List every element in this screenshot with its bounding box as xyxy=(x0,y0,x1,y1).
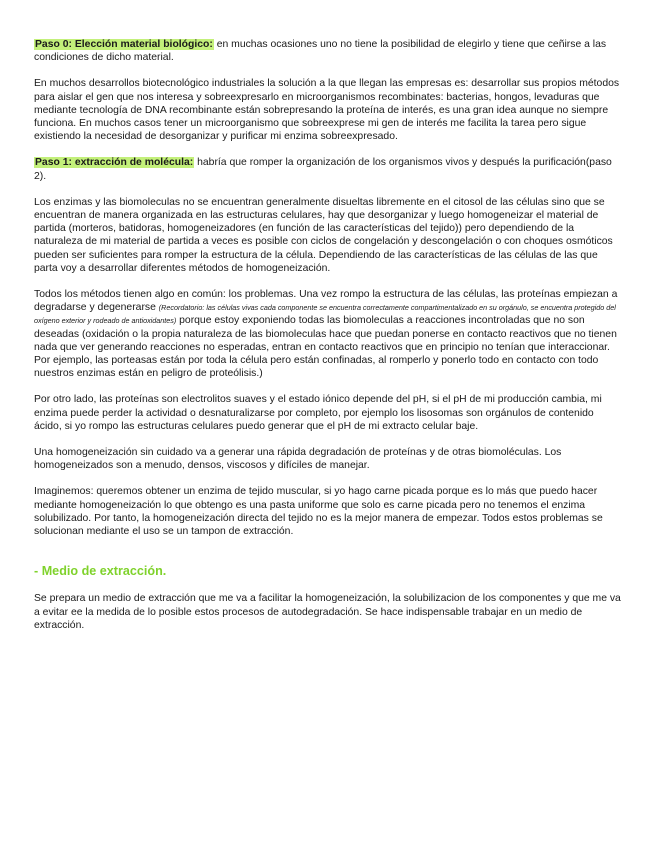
recordatorio-note: (Recordatorio: las células vivas cada componente se encuentra correctamente compartimentalizado en su orgánulo, se encuentra protegido del oxígeno exterior y rodeado de antioxidantes) xyxy=(34,303,616,326)
paragraph-todos-los-metodos xyxy=(34,288,622,380)
paragraph-paso-1 xyxy=(34,156,622,182)
paso-1-heading: Paso 1: extracción de molécula: xyxy=(35,157,194,169)
paragraph-otro-lado: Por otro lado, las proteínas son electrolitos suaves y el estado iónico depende del pH, si el pH de mi producción cambia, mi enzima puede perder la actividad o desnaturalizarse por completo, por ejemplo los lisosomas son orgánulos de contenido ácido, si yo rompo las estructuras celulares puedo generar que el pH de mi extracto celular baje. xyxy=(34,394,602,432)
paragraph-imaginemos: Imaginemos: queremos obtener un enzima de tejido muscular, si yo hago carne picada porque es lo más que puedo hacer mediante homogeneización lo que obtengo es una pasta uniforme que solo es carne picada pero no tenemos el enzima solubilizado. Por tanto, la homogeneización directa del tejido no es la mejor manera de empezar. Todos estos problemas se solucionan mediante el uso se un tampon de extracción. xyxy=(34,486,603,538)
paso-0-text: en muchas ocasiones uno no tiene la posibilidad de elegirlo y tiene que ceñirse a las condiciones de dicho material. xyxy=(34,39,607,64)
paragraph-paso-0 xyxy=(34,38,622,64)
paso-1-text: habría que romper la organización de los organismos vivos y después la purificación(paso 2). xyxy=(34,157,612,182)
todos-text-after: porque estoy exponiendo todas las biomoleculas a reacciones incontroladas que no son deseadas (oxidación o la propia naturaleza de las biomoleculas hace que puedan ponerse en contacto reactivos que no tienen nada que ver generando reacciones no esperadas, entran en contacto reactivos que en principio no tenían que interaccionar. Por ejemplo, las porteasas están por toda la célula pero están confinadas, al romperlo y ponerlo todo en contacto con todo nuestros enzimas están en peligro de proteólisis.) xyxy=(34,315,617,380)
paso-0-heading: Paso 0: Elección material biológico: xyxy=(35,39,213,50)
paragraph-desarrollos: En muchos desarrollos biotecnológico industriales la solución a la que llegan las empresas es: desarrollar sus propios métodos para aislar el gen que nos interesa y sobreexpresarlo en microorganismos recombinates: bacterias, hongos, levaduras que mediante tecnología de DNA recombinante están sobrepresando la proteína de interés, es una gran idea aunque no siempre funciona. En muchos casos tener un microorganismo que sobreexprese mi gen de interés me facilita la tarea pero sigue existiendo la necesidad de desorganizar y purificar mi enzima sobreexpresado. xyxy=(34,78,620,143)
section-heading-medio-extraccion: - Medio de extracción. xyxy=(34,564,167,579)
paragraph-medio: Se prepara un medio de extracción que me va a facilitar la homogeneización, la solubilizacion de los componentes y que me va a evitar ee la medida de lo posible estos procesos de autodegradación. Se hace indispensable trabajar en un medio de extracción. xyxy=(34,593,621,631)
paragraph-homogeneizacion: Una homogeneización sin cuidado va a generar una rápida degradación de proteínas y de otras biomoléculas. Los homogeneizados son a menudo, densos, viscosos y difíciles de manejar. xyxy=(34,447,562,472)
paragraph-enzimas: Los enzimas y las biomoleculas no se encuentran generalmente disueltas libremente en el citosol de las células sino que se encuentran de manera organizada en las estructuras celulares, hay que desorganizar y luego homogeneizar el material de partida (morteros, batidoras, homogeneizadores (en función de las características del tejido)) pero dependiendo de la naturaleza de mi material de partida a veces es posible con ciclos de congelación y descongelación o con choques osmóticos pueden ser suficientes para romper la estructura de la célula. Dependiendo de las características de las células de las que parta voy a desarrollar diferentes métodos de homogeneización. xyxy=(34,196,613,274)
todos-text-before: Todos los métodos tienen algo en común: los problemas. Una vez rompo la estructura de las células, las proteínas empiezan a degradarse y degenerarse xyxy=(34,289,618,314)
